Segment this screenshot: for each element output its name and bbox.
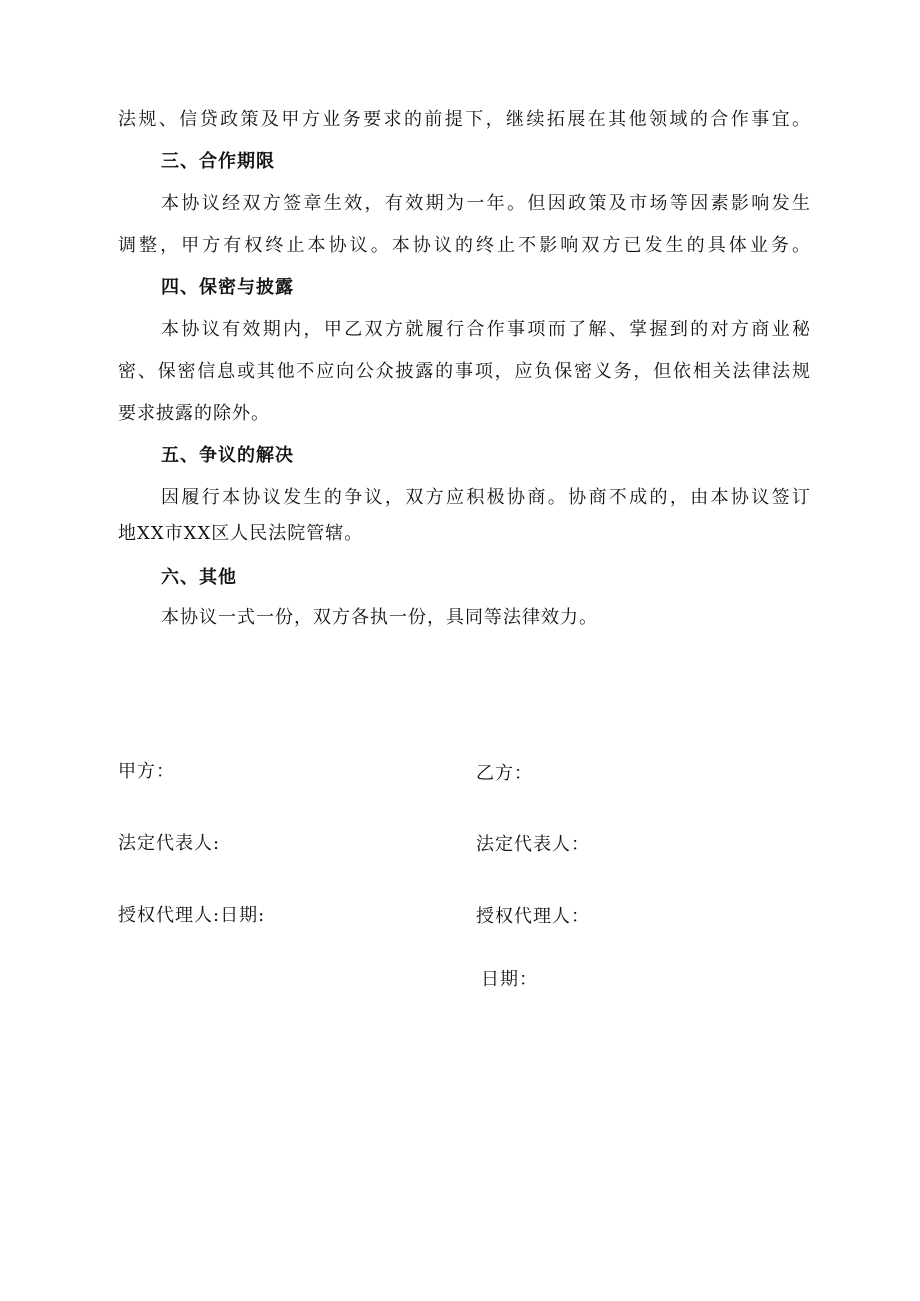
party-a-legal-representative-label: 法定代表人: <box>118 833 221 854</box>
party-b-date-label: 日期： <box>481 969 538 990</box>
paragraph-line: 调整，甲方有权终止本协议。本协议的终止不影响双方已发生的具体业务。 <box>118 235 810 256</box>
section-heading-confidentiality: 四、保密与披露 <box>161 277 294 298</box>
party-b-label: 乙方： <box>476 763 533 784</box>
paragraph-line: 密、保密信息或其他不应向公众披露的事项，应负保密义务，但依相关法律法规 <box>118 361 810 382</box>
paragraph-continuation: 法规、信贷政策及甲方业务要求的前提下，继续拓展在其他领域的合作事宜。 <box>118 109 810 130</box>
paragraph-line: 因履行本协议发生的争议，双方应积极协商。协商不成的，由本协议签订 <box>161 487 810 508</box>
party-b-agent-label: 授权代理人： <box>476 906 590 927</box>
section-heading-other: 六、其他 <box>161 567 237 588</box>
section-heading-dispute: 五、争议的解决 <box>161 445 294 466</box>
paragraph-line: 本协议经双方签章生效，有效期为一年。但因政策及市场等因素影响发生 <box>161 193 810 214</box>
paragraph-line: 要求披露的除外。 <box>118 403 270 424</box>
paragraph-line: 地XX市XX区人民法院管辖。 <box>118 523 364 544</box>
party-a-label: 甲方： <box>118 761 175 782</box>
section-heading-term: 三、合作期限 <box>161 151 275 172</box>
paragraph-line: 本协议有效期内，甲乙双方就履行合作事项而了解、掌握到的对方商业秘 <box>161 319 810 340</box>
party-a-agent-date-label: 授权代理人:日期: <box>118 905 266 926</box>
paragraph-line: 本协议一式一份，双方各执一份，具同等法律效力。 <box>161 607 598 628</box>
party-b-legal-representative-label: 法定代表人： <box>476 834 590 855</box>
